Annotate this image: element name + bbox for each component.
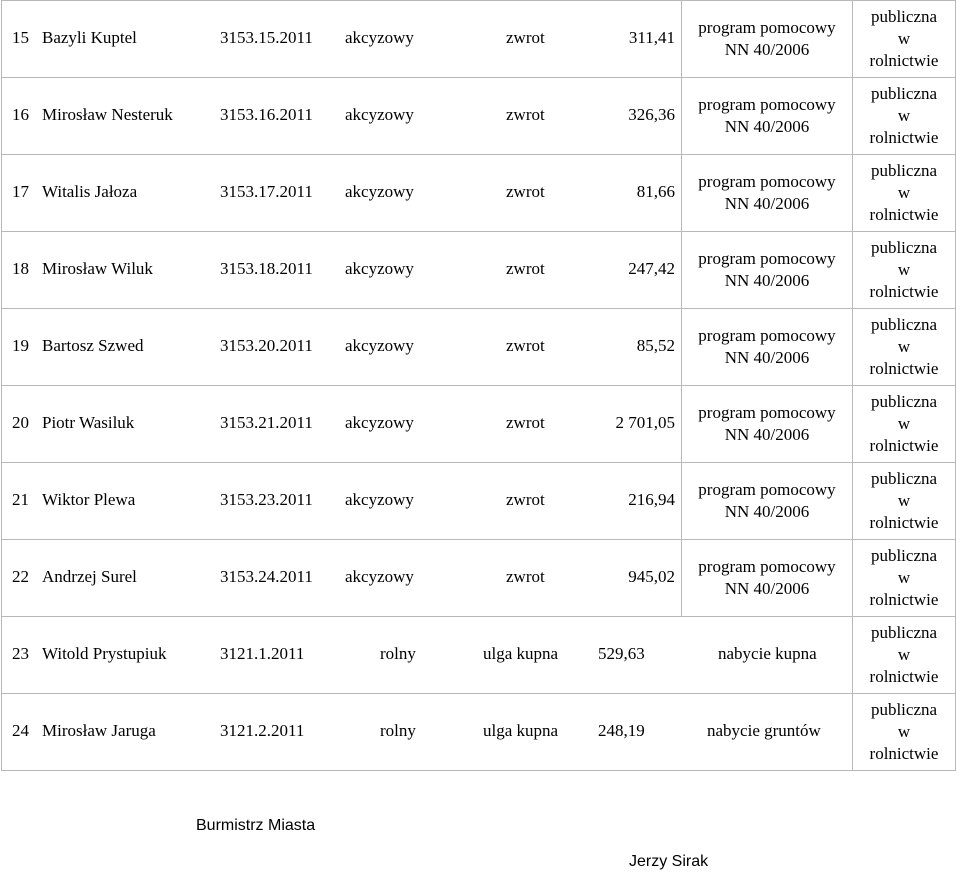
row-program: nabycie kupna (718, 644, 817, 663)
signatory-name: Jerzy Sirak (629, 853, 709, 870)
row-tax-type: akcyzowy (345, 28, 414, 47)
row-signature: 3153.17.2011 (220, 182, 313, 201)
row-tax-type: akcyzowy (345, 105, 414, 124)
row-main-cell (2, 232, 682, 309)
row-number: 22 (12, 567, 29, 586)
row-number: 21 (12, 490, 29, 509)
program-line1: program pomocowy (698, 326, 836, 345)
row-program (682, 540, 853, 617)
table-row (2, 78, 956, 155)
row-amount: 247,42 (628, 259, 675, 278)
row-number: 20 (12, 413, 29, 432)
row-tax-type: akcyzowy (345, 567, 414, 586)
category-line2: w (897, 337, 911, 356)
category-line1: publiczna (870, 392, 938, 411)
program-line2: NN 40/2006 (724, 348, 810, 367)
row-tax-type: rolny (380, 721, 416, 740)
category-line2: w (897, 568, 911, 587)
row-category (853, 232, 956, 309)
program-line2: NN 40/2006 (724, 40, 810, 59)
table-row (2, 309, 956, 386)
row-name: Wiktor Plewa (42, 490, 136, 509)
row-program (682, 155, 853, 232)
category-line3: rolnictwie (869, 436, 939, 455)
row-category (853, 463, 956, 540)
signatory-title: Burmistrz Miasta (196, 817, 316, 834)
category-line1: publiczna (870, 238, 938, 257)
row-main-cell (2, 540, 682, 617)
row-amount: 81,66 (636, 182, 675, 201)
program-line1: program pomocowy (698, 18, 836, 37)
row-name: Bazyli Kuptel (42, 28, 137, 47)
table-row (2, 1, 956, 78)
program-line2: NN 40/2006 (724, 579, 810, 598)
category-line1: publiczna (870, 700, 938, 719)
table-row (2, 694, 956, 771)
row-aid-kind: zwrot (506, 28, 545, 47)
row-tax-type: akcyzowy (345, 259, 414, 278)
program-line2: NN 40/2006 (724, 425, 810, 444)
row-main-cell (2, 309, 682, 386)
category-line2: w (897, 183, 911, 202)
category-line3: rolnictwie (869, 359, 939, 378)
row-program: nabycie gruntów (707, 721, 821, 740)
row-category (853, 78, 956, 155)
row-name: Andrzej Surel (42, 567, 137, 586)
row-aid-kind: zwrot (506, 182, 545, 201)
program-line2: NN 40/2006 (724, 194, 810, 213)
category-line3: rolnictwie (869, 744, 939, 763)
row-aid-kind: zwrot (506, 105, 545, 124)
category-line1: publiczna (870, 315, 938, 334)
category-line3: rolnictwie (869, 667, 939, 686)
category-line1: publiczna (870, 161, 938, 180)
program-line1: program pomocowy (698, 172, 836, 191)
row-tax-type: rolny (380, 644, 416, 663)
row-amount: 945,02 (628, 567, 675, 586)
row-signature: 3121.2.2011 (220, 721, 305, 740)
table-row (2, 386, 956, 463)
table-row (2, 617, 956, 694)
row-name: Witold Prystupiuk (42, 644, 167, 663)
row-signature: 3153.20.2011 (220, 336, 313, 355)
row-name: Mirosław Nesteruk (42, 105, 173, 124)
row-aid-kind: zwrot (506, 490, 545, 509)
row-program (682, 463, 853, 540)
row-category (853, 309, 956, 386)
row-category (853, 694, 956, 771)
row-program (682, 386, 853, 463)
program-line2: NN 40/2006 (724, 271, 810, 290)
category-line1: publiczna (870, 546, 938, 565)
row-signature: 3153.15.2011 (220, 28, 313, 47)
row-amount: 2 701,05 (615, 413, 675, 432)
row-category (853, 386, 956, 463)
row-aid-kind: zwrot (506, 413, 545, 432)
row-category (853, 617, 956, 694)
row-signature: 3153.16.2011 (220, 105, 313, 124)
row-number: 16 (12, 105, 29, 124)
row-tax-type: akcyzowy (345, 182, 414, 201)
row-number: 23 (12, 644, 29, 663)
row-number: 15 (12, 28, 29, 47)
row-aid-kind: ulga kupna (483, 721, 559, 740)
category-line3: rolnictwie (869, 282, 939, 301)
row-main-cell (2, 694, 853, 771)
category-line2: w (897, 414, 911, 433)
program-line2: NN 40/2006 (724, 502, 810, 521)
row-name: Piotr Wasiluk (42, 413, 135, 432)
table-row (2, 463, 956, 540)
row-number: 18 (12, 259, 29, 278)
table-row (2, 155, 956, 232)
row-program (682, 1, 853, 78)
row-amount: 311,41 (628, 28, 675, 47)
row-main-cell (2, 386, 682, 463)
row-amount: 529,63 (598, 644, 645, 663)
row-tax-type: akcyzowy (345, 336, 414, 355)
category-line2: w (897, 29, 911, 48)
row-main-cell (2, 155, 682, 232)
row-signature: 3153.23.2011 (220, 490, 313, 509)
row-category (853, 155, 956, 232)
category-line1: publiczna (870, 623, 938, 642)
category-line2: w (897, 491, 911, 510)
row-tax-type: akcyzowy (345, 490, 414, 509)
row-tax-type: akcyzowy (345, 413, 414, 432)
row-main-cell (2, 463, 682, 540)
program-line1: program pomocowy (698, 557, 836, 576)
row-aid-kind: zwrot (506, 567, 545, 586)
program-line1: program pomocowy (698, 403, 836, 422)
table-row (2, 232, 956, 309)
row-main-cell (2, 78, 682, 155)
row-signature: 3153.21.2011 (220, 413, 313, 432)
category-line2: w (897, 260, 911, 279)
row-category (853, 1, 956, 78)
row-name: Bartosz Szwed (42, 336, 144, 355)
row-aid-kind: zwrot (506, 336, 545, 355)
row-aid-kind: zwrot (506, 259, 545, 278)
row-amount: 85,52 (636, 336, 675, 355)
category-line3: rolnictwie (869, 590, 939, 609)
row-main-cell (2, 617, 853, 694)
category-line3: rolnictwie (869, 51, 939, 70)
program-line1: program pomocowy (698, 95, 836, 114)
row-aid-kind: ulga kupna (483, 644, 559, 663)
program-line1: program pomocowy (698, 249, 836, 268)
row-number: 19 (12, 336, 29, 355)
row-program (682, 232, 853, 309)
row-amount: 326,36 (628, 105, 675, 124)
category-line3: rolnictwie (869, 513, 939, 532)
row-name: Mirosław Wiluk (42, 259, 153, 278)
row-main-cell (2, 1, 682, 78)
row-signature: 3153.24.2011 (220, 567, 313, 586)
row-category (853, 540, 956, 617)
row-number: 24 (12, 721, 29, 740)
aid-register-table (1, 0, 956, 771)
program-line1: program pomocowy (698, 480, 836, 499)
category-line1: publiczna (870, 469, 938, 488)
category-line1: publiczna (870, 7, 938, 26)
category-line2: w (897, 106, 911, 125)
row-name: Mirosław Jaruga (42, 721, 156, 740)
category-line2: w (897, 645, 911, 664)
category-line3: rolnictwie (869, 128, 939, 147)
category-line3: rolnictwie (869, 205, 939, 224)
row-signature: 3121.1.2011 (220, 644, 305, 663)
row-amount: 248,19 (598, 721, 645, 740)
row-program (682, 309, 853, 386)
row-name: Witalis Jałoza (42, 182, 138, 201)
program-line2: NN 40/2006 (724, 117, 810, 136)
category-line1: publiczna (870, 84, 938, 103)
row-program (682, 78, 853, 155)
row-signature: 3153.18.2011 (220, 259, 313, 278)
category-line2: w (897, 722, 911, 741)
row-amount: 216,94 (628, 490, 675, 509)
row-number: 17 (12, 182, 29, 201)
table-row (2, 540, 956, 617)
